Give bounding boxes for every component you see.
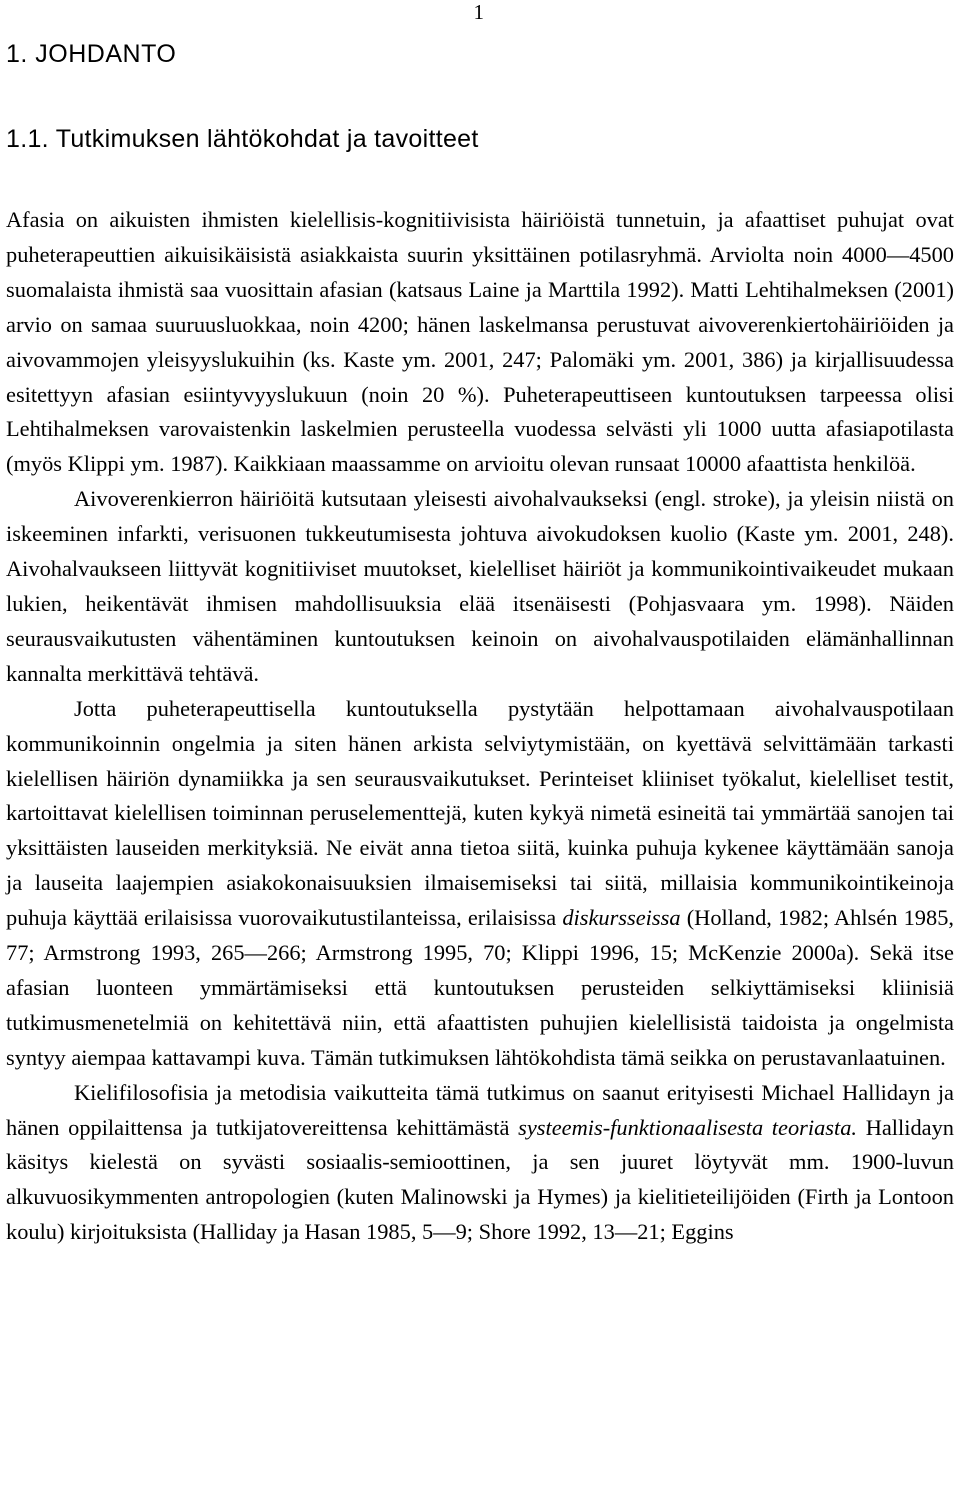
paragraph-3 — [6, 692, 954, 1076]
paragraph-3-emphasis: diskursseissa — [562, 905, 681, 931]
paragraph-4-text-end: Hallidayn käsitys kielestä on syvästi sosiaalis-semioottinen, ja sen juuret löytyvät mm. 1900-luvun alkuvuosikymmenten antropologien (kuten Malinowski ja Hymes) ja kielitieteilijöiden (Firth ja Lontoon koulu) kirjoituksista (Halliday ja Hasan 1985, 5—9; Shore 1992, 13—21; Eggins — [6, 1114, 954, 1245]
body-text — [6, 203, 954, 1250]
paragraph-4-emphasis: systeemis-funktionaalisesta teoriasta. — [518, 1114, 858, 1140]
paragraph-1: Afasia on aikuisten ihmisten kielellisis-kognitiivisista häiriöistä tunnetuin, ja afaattiset puhujat ovat puheterapeuttien aikuisikäisistä asiakkaista suurin yksittäinen potilasryhmä. Arviolta noin 4000—4500 suomalaista ihmistä saa vuosittain afasian (katsaus Laine ja Marttila 1992). Matti Lehtihalmeksen (2001) arvio on samaa suuruusluokkaa, noin 4200; hänen laskelmansa perustuvat aivoverenkiertohäiriöiden ja aivovammojen yleisyyslukuihin (ks. Kaste ym. 2001, 247; Palomäki ym. 2001, 386) ja kirjallisuudessa esitettyyn afasian esiintyvyyslukuun (noin 20 %). Puheterapeuttiseen kuntoutuksen tarpeessa olisi Lehtihalmeksen varovaistenkin laskelmien perusteella vuodessa selvästi yli 1000 uutta afasiapotilasta (myös Klippi ym. 1987). Kaikkiaan maassamme on arvioitu olevan runsaat 10000 afaattista henkilöä. — [6, 207, 954, 477]
section-heading: 1.1. Tutkimuksen lähtökohdat ja tavoitteet — [6, 125, 479, 153]
chapter-heading: 1. JOHDANTO — [6, 40, 177, 68]
paragraph-3-text-start: Jotta puheterapeuttisella kuntoutuksella pystytään helpottamaan aivohalvauspotilaan kommunikoinnin ongelmia ja siten hänen arkista selviytymistään, on kyettävä selvittämään tarkasti kielellisen häiriön dynamiikka ja sen seurausvaikutukset. Perinteiset kliiniset työkalut, kielelliset testit, kartoittavat kielellisen toiminnan peruselementtejä, kuten kykyä nimetä esineitä tai ymmärtää sanojen tai yksittäisten lauseiden merkityksiä. Ne eivät anna tietoa siitä, kuinka puhuja kykenee käyttämään sanoja ja lauseita laajempien asiakokonaisuuksien ilmaisemiseksi tai siitä, millaisia kommunikointikeinoja puhuja käyttää erilaisissa vuorovaikutustilanteissa, erilaisissa — [6, 695, 954, 931]
page-number: 1 — [473, 0, 484, 24]
paragraph-3-text-end: (Holland, 1982; Ahlsén 1985, 77; Armstrong 1993, 265—266; Armstrong 1995, 70; Klippi 1996, 15; McKenzie 2000a). Sekä itse afasian luonteen ymmärtämiseksi että kuntoutuksen perusteiden selkiyttämiseksi kliinisiä tutkimusmenetelmiä on kehitettävä niin, että afaattisten puhujien kielellisistä taidoista ja ongelmista syntyy aiempaa kattavampi kuva. Tämän tutkimuksen lähtökohdista tämä seikka on perustavanlaatuinen. — [6, 905, 954, 1070]
paragraph-4 — [6, 1076, 954, 1251]
paragraph-2: Aivoverenkierron häiriöitä kutsutaan yleisesti aivohalvaukseksi (engl. stroke), ja yleisin niistä on iskeeminen infarkti, verisuonen tukkeutumisesta johtuva aivokudoksen kuolio (Kaste ym. 2001, 248). Aivohalvaukseen liittyvät kognitiiviset muutokset, kielelliset häiriöt ja kommunikointivaikeudet mukaan lukien, heikentävät ihmisen mahdollisuuksia elää itsenäisesti (Pohjasvaara ym. 1998). Näiden seurausvaikutusten vähentäminen kuntoutuksen keinoin on aivohalvauspotilaiden elämänhallinnan kannalta merkittävä tehtävä. — [6, 486, 954, 686]
paragraph-4-text-start: Kielifilosofisia ja metodisia vaikutteita tämä tutkimus on saanut erityisesti Michael Hallidayn ja hänen oppilaittensa ja tutkijatovereittensa kehittämästä — [6, 1079, 954, 1140]
